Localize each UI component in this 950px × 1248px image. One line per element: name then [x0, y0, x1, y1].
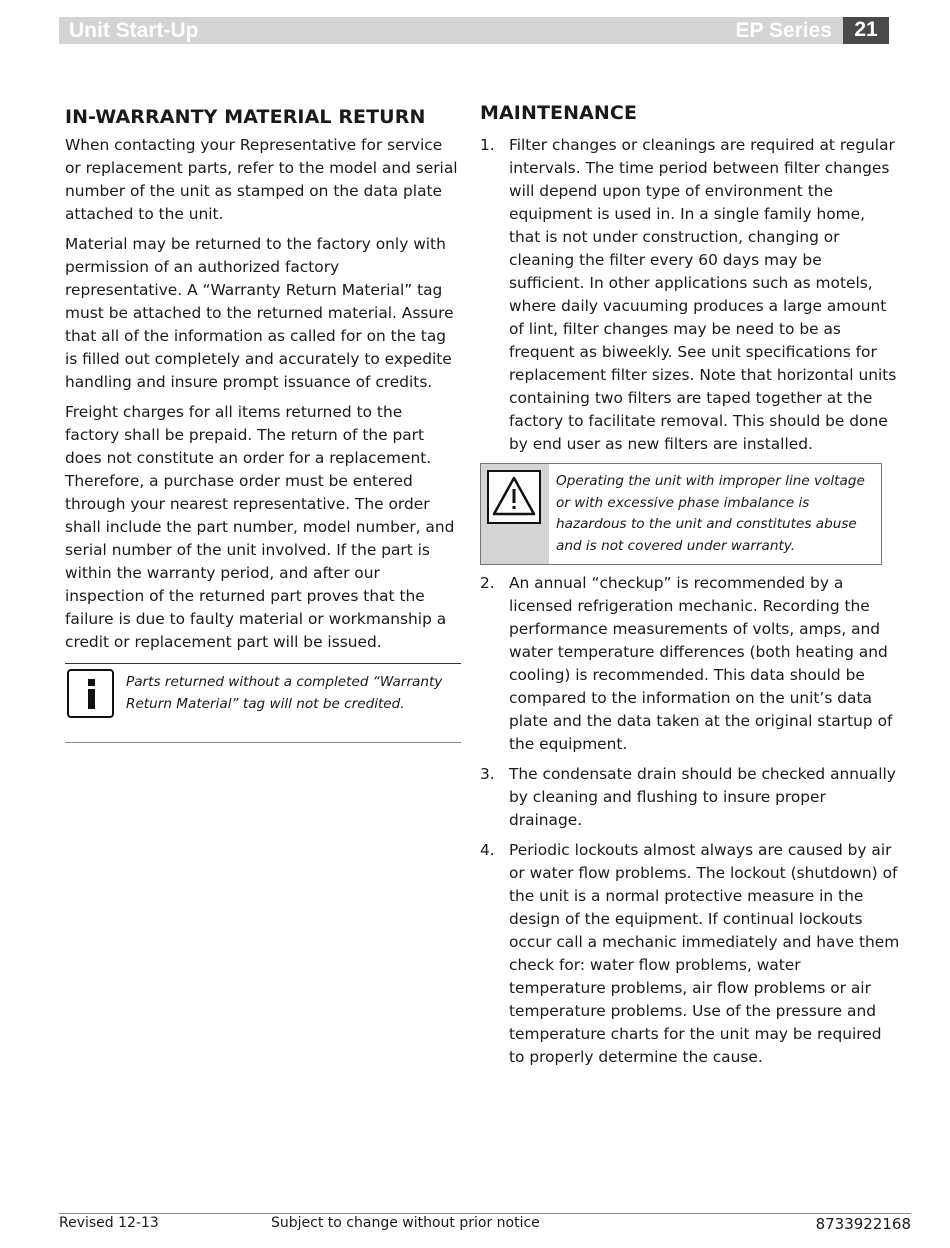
warning-note-box — [480, 463, 882, 565]
footer-notice: Subject to change without prior notice — [271, 1215, 540, 1231]
list-item-text: Periodic lockouts almost always are caused by air or water flow problems. The lockout (shutdown) of the unit is a normal protective measure in the design of the equipment. If continual lockouts occur call a mechanic immediately and have them check for: water flow problems, water temperature problems, air flow problems or air temperature problems. Use of the pressure and temperature charts for the unit may be required to properly determine the cause. — [509, 841, 900, 1066]
list-item — [480, 572, 900, 756]
warranty-paragraph-3: Freight charges for all items returned to the factory shall be prepaid. The return of the part does not constitute an order for a replacement. Therefore, a purchase order must be entered through your nearest representative. The order shall include the part number, model number, and serial number of the unit involved. If the part is within the warranty period, and after our inspection of the returned part proves that the failure is due to faulty material or workmanship a credit or replacement part will be issued. — [65, 403, 455, 651]
info-note-box — [65, 663, 461, 743]
warranty-heading: IN-WARRANTY MATERIAL RETURN — [65, 106, 426, 128]
footer-divider — [59, 1213, 911, 1214]
list-item-number: 2. — [480, 574, 495, 592]
info-icon — [67, 669, 114, 718]
list-item-text: Filter changes or cleanings are required at regular intervals. The time period between filter changes will depend upon type of environment the equipment is used in. In a single family home, that is not under construction, changing or cleaning the filter every 60 days may be sufficient. In other applications such as motels, where daily vacuuming produces a large amount of lint, filter changes may be need to be as frequent as biweekly. See unit specifications for replacement filter sizes. Note that horizontal units containing two filters are taped together at the factory to facilitate removal. This should be done by end user as new filters are installed. — [509, 136, 897, 453]
list-item — [480, 134, 900, 456]
list-item-number: 4. — [480, 841, 495, 859]
list-item — [480, 839, 900, 1069]
list-item-number: 3. — [480, 765, 495, 783]
footer-revision: Revised 12-13 — [59, 1215, 159, 1231]
section-title: Unit Start-Up — [69, 19, 199, 42]
page-number: 21 — [843, 17, 889, 44]
footer-doc-number: 8733922168 — [815, 1215, 911, 1233]
series-title: EP Series — [735, 19, 832, 42]
list-item — [480, 763, 900, 832]
list-item-text: The condensate drain should be checked annually by cleaning and flushing to insure proper drainage. — [509, 765, 896, 829]
info-note-text: Parts returned without a completed “Warranty Return Material” tag will not be credited. — [126, 674, 443, 712]
warning-note-text: Operating the unit with improper line voltage or with excessive phase imbalance is hazardous to the unit and constitutes abuse and is not covered under warranty. — [556, 473, 865, 554]
maintenance-heading: MAINTENANCE — [480, 102, 638, 124]
list-item-text: An annual “checkup” is recommended by a licensed refrigeration mechanic. Recording the performance measurements of volts, amps, and water temperature differences (both heating and cooling) is recommended. This data should be compared to the information on the unit’s data plate and the data taken at the original startup of the equipment. — [509, 574, 893, 753]
warranty-paragraph-1: When contacting your Representative for service or replacement parts, refer to the model and serial number of the unit as stamped on the data plate attached to the unit. — [65, 136, 458, 223]
left-column — [65, 106, 461, 743]
right-column — [480, 102, 900, 1076]
warning-icon — [487, 470, 541, 524]
maintenance-list — [480, 134, 900, 456]
maintenance-list-continued — [480, 572, 900, 1069]
warranty-paragraph-2: Material may be returned to the factory only with permission of an authorized factory representative. A “Warranty Return Material” tag must be attached to the returned material. Assure that all of the information as called for on the tag is filled out completely and accurately to expedite handling and insure prompt issuance of credits. — [65, 235, 454, 391]
list-item-number: 1. — [480, 136, 495, 154]
